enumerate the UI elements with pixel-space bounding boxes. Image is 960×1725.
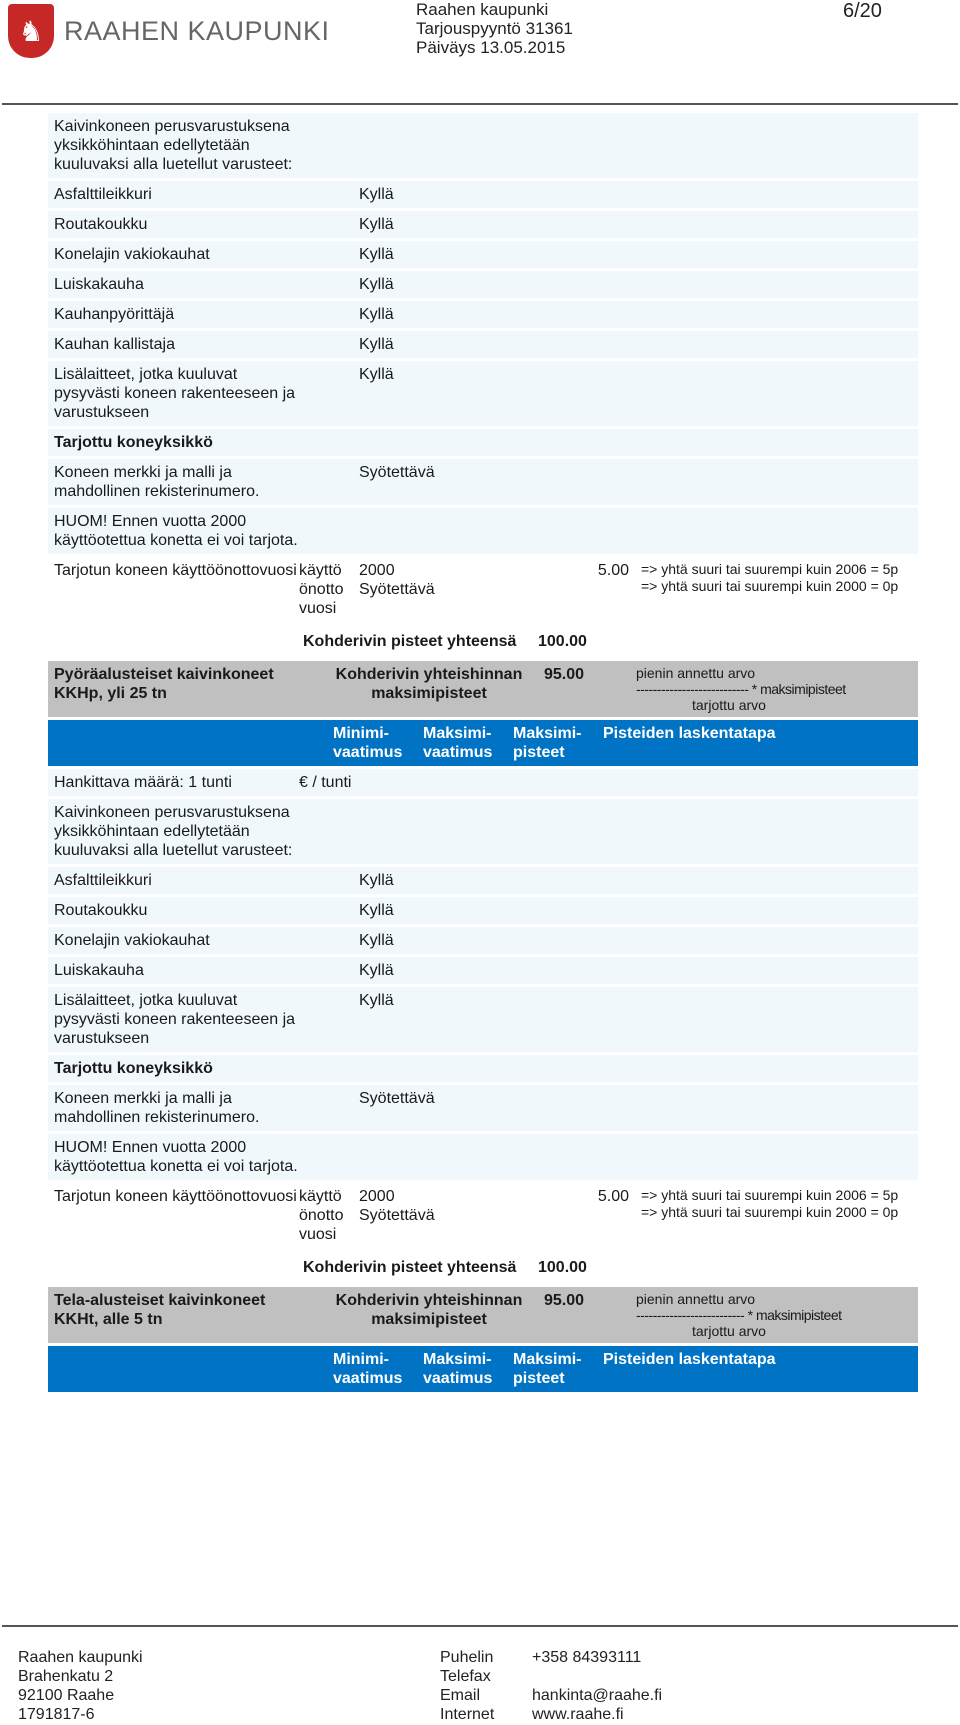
formula-denominator: tarjottu arvo — [692, 1323, 766, 1339]
max-points-label: Kohderivin yhteishinnan maksimipisteet — [335, 1292, 523, 1328]
year-input: Syötettävä — [359, 1207, 435, 1224]
item-label: Luiskakauha — [54, 276, 144, 293]
item-value: Kyllä — [359, 872, 394, 889]
item-label: Konelajin vakiokauhat — [54, 246, 210, 263]
logo-text: RAAHEN KAUPUNKI — [64, 15, 330, 46]
brand-label: Koneen merkki ja malli ja mahdollinen rekisterinumero. — [54, 1090, 260, 1126]
total-value: 100.00 — [538, 633, 587, 650]
col-method: Pisteiden laskentatapa — [603, 1351, 776, 1368]
year-unit: käyttö önotto vuosi — [299, 562, 344, 617]
year-points: 5.00 — [597, 562, 629, 579]
quantity-row — [48, 769, 918, 796]
unit-heading-row — [48, 429, 918, 456]
year-label: Tarjotun koneen käyttöönottovuosi — [54, 1188, 297, 1205]
footer-internet-label: Internet — [440, 1706, 495, 1723]
item-label: Luiskakauha — [54, 962, 144, 979]
item-value: Kyllä — [359, 366, 394, 383]
formula — [624, 1287, 918, 1343]
year-min: 2000 — [359, 1188, 395, 1205]
equipment-list-1 — [48, 181, 918, 426]
item-value: Kyllä — [359, 336, 394, 353]
section-title: Tela-alusteiset kaivinkoneet KKHt, alle 5 tn — [54, 1292, 266, 1328]
item-value: Kyllä — [359, 932, 394, 949]
list-item — [48, 927, 918, 954]
section-header — [48, 661, 918, 717]
year-unit: käyttö önotto vuosi — [299, 1188, 344, 1243]
year-min: 2000 — [359, 562, 395, 579]
footer-phone: +358 84393111 — [532, 1649, 642, 1666]
col-max: Maksimi-vaatimus — [423, 725, 493, 761]
footer-values — [532, 1648, 662, 1724]
item-value: Kyllä — [359, 962, 394, 979]
footer-phone-label: Puhelin — [440, 1649, 494, 1666]
item-value: Kyllä — [359, 276, 394, 293]
page-header — [0, 0, 960, 103]
col-method: Pisteiden laskentatapa — [603, 725, 776, 742]
col-points: Maksimi-pisteet — [513, 1351, 582, 1387]
item-label: Kauhanpyörittäjä — [54, 306, 175, 323]
org-name: Raahen kaupunki — [416, 0, 549, 19]
knight-crest-icon: ♞ — [8, 4, 54, 58]
brand-value: Syötettävä — [359, 464, 435, 481]
list-item — [48, 987, 918, 1052]
year-label: Tarjotun koneen käyttöönottovuosi — [54, 562, 297, 579]
footer-street: Brahenkatu 2 — [18, 1668, 114, 1685]
total-row — [48, 625, 918, 655]
list-item — [48, 181, 918, 208]
item-label: Routakoukku — [54, 216, 148, 233]
list-item — [48, 271, 918, 298]
formula-denominator: tarjottu arvo — [692, 697, 766, 713]
total-row — [48, 1251, 918, 1281]
unit-heading-row — [48, 1055, 918, 1082]
page-number: 6/20 — [843, 0, 882, 22]
item-value: Kyllä — [359, 186, 394, 203]
max-points-value: 95.00 — [544, 666, 585, 683]
column-header-row — [48, 720, 918, 766]
equipment-list-2 — [48, 867, 918, 1052]
formula-line: -------------------------- * maksimipisteet — [636, 1307, 842, 1323]
col-points: Maksimi-pisteet — [513, 725, 582, 761]
unit-heading: Tarjottu koneyksikkö — [54, 434, 213, 451]
item-label: Asfalttileikkuri — [54, 186, 152, 203]
list-item — [48, 957, 918, 984]
item-value: Kyllä — [359, 246, 394, 263]
footer-divider — [2, 1625, 958, 1627]
unit-heading: Tarjottu koneyksikkö — [54, 1060, 213, 1077]
list-item — [48, 241, 918, 268]
item-label: Routakoukku — [54, 902, 148, 919]
year-rule-1: => yhtä suuri tai suurempi kuin 2006 = 5p — [641, 561, 899, 577]
note-text: HUOM! Ennen vuotta 2000 käyttöotettua konetta ei voi tarjota. — [54, 1139, 298, 1175]
year-points: 5.00 — [597, 1188, 629, 1205]
total-value: 100.00 — [538, 1259, 587, 1276]
intro-row — [48, 799, 918, 864]
footer-email[interactable]: hankinta@raahe.fi — [532, 1687, 663, 1704]
col-min: Minimi-vaatimus — [333, 725, 403, 761]
col-max: Maksimi-vaatimus — [423, 1351, 493, 1387]
footer-org: Raahen kaupunki — [18, 1649, 143, 1666]
item-value: Kyllä — [359, 216, 394, 233]
footer-fax — [532, 1667, 662, 1686]
total-label: Kohderivin pisteet yhteensä — [303, 633, 517, 650]
intro-text: Kaivinkoneen perusvarustuksena yksikköhintaan edellytetään kuuluvaksi alla luetellut varusteet: — [54, 118, 293, 173]
year-rule-1: => yhtä suuri tai suurempi kuin 2006 = 5p — [641, 1187, 899, 1203]
quantity-label: Hankittava määrä: 1 tunti — [54, 774, 232, 791]
list-item — [48, 211, 918, 238]
note-text: HUOM! Ennen vuotta 2000 käyttöotettua konetta ei voi tarjota. — [54, 513, 298, 549]
max-points-value: 95.00 — [544, 1292, 585, 1309]
footer-website[interactable]: www.raahe.fi — [532, 1706, 624, 1723]
intro-text: Kaivinkoneen perusvarustuksena yksikköhintaan edellytetään kuuluvaksi alla luetellut varusteet: — [54, 804, 293, 859]
brand-value: Syötettävä — [359, 1090, 435, 1107]
column-header-row — [48, 1346, 918, 1392]
year-row — [48, 1183, 918, 1248]
document-date: Päiväys 13.05.2015 — [416, 38, 566, 57]
footer-labels — [440, 1648, 494, 1724]
header-info — [416, 0, 573, 57]
section-title: Pyöräalusteiset kaivinkoneet KKHp, yli 25 tn — [54, 666, 274, 702]
note-row — [48, 508, 918, 554]
col-min: Minimi-vaatimus — [333, 1351, 403, 1387]
item-value: Kyllä — [359, 306, 394, 323]
list-item — [48, 331, 918, 358]
formula-numerator: pienin annettu arvo — [636, 1291, 756, 1307]
footer-address — [18, 1648, 143, 1724]
intro-row — [48, 113, 918, 178]
tender-number: Tarjouspyyntö 31361 — [416, 19, 573, 38]
item-label: Asfalttileikkuri — [54, 872, 152, 889]
brand-row — [48, 1085, 918, 1131]
footer-email-label: Email — [440, 1687, 481, 1704]
formula-line: --------------------------- * maksimipisteet — [636, 681, 846, 697]
year-rule-2: => yhtä suuri tai suurempi kuin 2000 = 0p — [641, 578, 899, 594]
item-label: Konelajin vakiokauhat — [54, 932, 210, 949]
item-label: Lisälaitteet, jotka kuuluvat pysyvästi koneen rakenteeseen ja varustukseen — [54, 992, 296, 1047]
section-header — [48, 1287, 918, 1343]
list-item — [48, 897, 918, 924]
year-input: Syötettävä — [359, 581, 435, 598]
header-divider — [2, 103, 958, 105]
document-body — [48, 113, 918, 1395]
quantity-unit: € / tunti — [299, 774, 352, 791]
footer-business-id: 1791817-6 — [18, 1706, 95, 1723]
item-value: Kyllä — [359, 992, 394, 1009]
year-rule-2: => yhtä suuri tai suurempi kuin 2000 = 0p — [641, 1204, 899, 1220]
list-item — [48, 301, 918, 328]
max-points-label: Kohderivin yhteishinnan maksimipisteet — [335, 666, 523, 702]
item-label: Kauhan kallistaja — [54, 336, 175, 353]
list-item — [48, 361, 918, 426]
list-item — [48, 867, 918, 894]
footer-postal: 92100 Raahe — [18, 1687, 115, 1704]
brand-row — [48, 459, 918, 505]
year-row — [48, 557, 918, 622]
total-label: Kohderivin pisteet yhteensä — [303, 1259, 517, 1276]
formula — [624, 661, 918, 717]
brand-label: Koneen merkki ja malli ja mahdollinen rekisterinumero. — [54, 464, 260, 500]
note-row — [48, 1134, 918, 1180]
item-value: Kyllä — [359, 902, 394, 919]
item-label: Lisälaitteet, jotka kuuluvat pysyvästi koneen rakenteeseen ja varustukseen — [54, 366, 296, 421]
logo — [8, 4, 330, 58]
formula-numerator: pienin annettu arvo — [636, 665, 756, 681]
footer-fax-label: Telefax — [440, 1668, 491, 1685]
